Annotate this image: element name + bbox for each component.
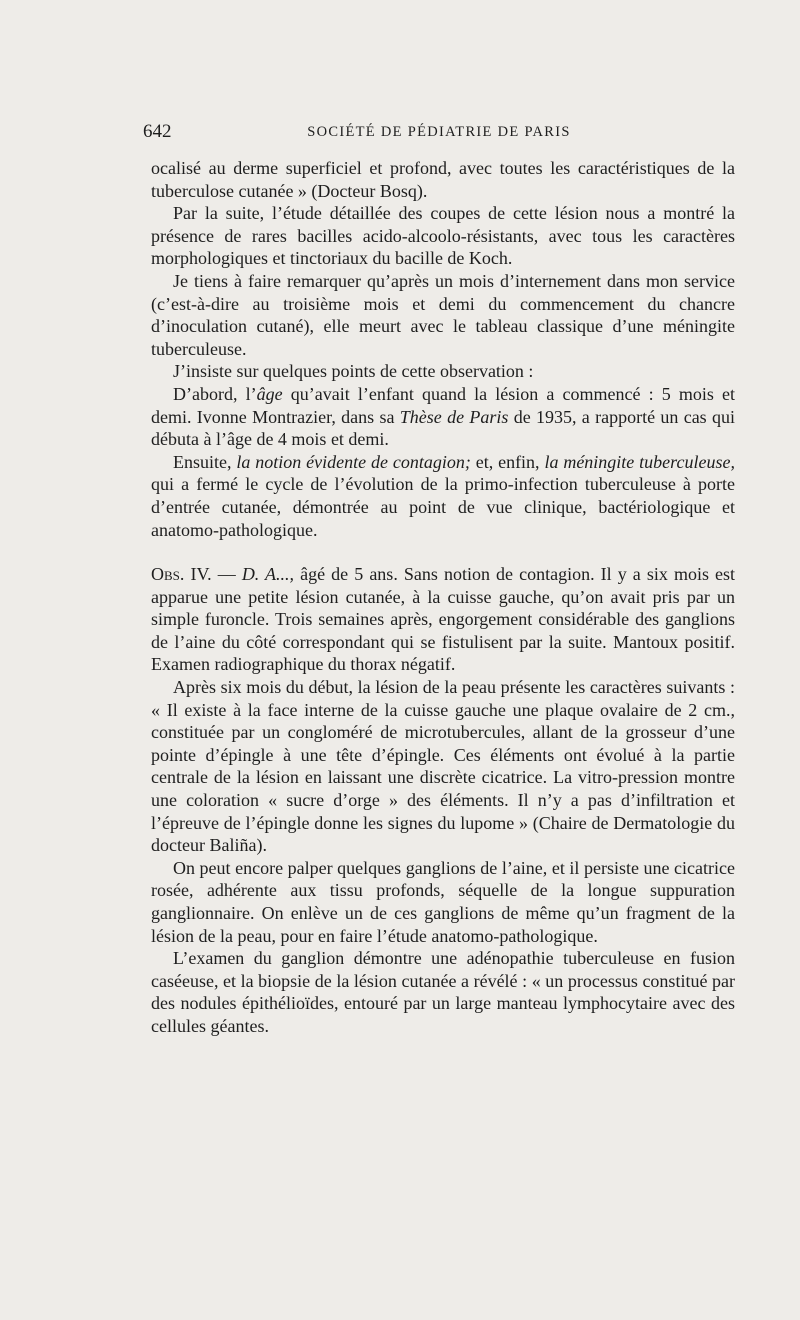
text-run: qu’avait l’enfant quand la lésion a commencé : 5 mois et demi. Ivonne Montrazier, dans sa (151, 383, 735, 427)
patient-initials: D. A..., (241, 564, 295, 585)
text-run: âgé de 5 ans. Sans notion de contagion. Il y a six mois est apparue une petite lésion cutanée, à la cuisse gauche, qu’on avait pris par un simple furoncle. Trois semaines après, engorgement considérable des ganglions de l’aine du côté correspondant qui se fistulisent par la suite. Mantoux positif. Examen radiographique du thorax négatif. (151, 564, 736, 675)
page-header (143, 120, 735, 144)
text-run: qui a fermé le cycle de l’évolution de la primo-infection tuberculeuse à porte d’entrée cutanée, démontrée au point de vue clinique, bactériologique et anatomo-pathologique. (151, 474, 735, 540)
text-run: D’abord, l’ (173, 383, 257, 404)
paragraph (151, 451, 735, 541)
paragraph: L’examen du ganglion démontre une adénopathie tuberculeuse en fusion caséeuse, et la biopsie de la lésion cutanée a révélé : « un processus constitué par des nodules épithélioïdes, entouré par un large manteau lymphocytaire avec des cellules géantes. (151, 948, 735, 1036)
italic-term: la méningite tuberculeuse, (544, 451, 735, 472)
page-number: 642 (143, 121, 172, 142)
paragraph: Par la suite, l’étude détaillée des coupes de cette lésion nous a montré la présence de rares bacilles acido-alcoolo-résistants, avec tous les caractères morphologiques et tinctoriaux du bacille de Koch. (151, 203, 735, 269)
paragraph: On peut encore palper quelques ganglions de l’aine, et il persiste une cicatrice rosée, adhérente aux tissu profonds, séquelle de la longue suppuration ganglionnaire. On enlève un de ces ganglions de même qu’un fragment de la lésion de la peau, pour en faire l’étude anatomo-pathologique. (151, 857, 735, 946)
paragraph (151, 383, 735, 451)
text-run: Ensuite, (173, 451, 237, 472)
paragraph: Je tiens à faire remarquer qu’après un mois d’internement dans mon service (c’est-à-dire au troisième mois et demi du commencement du chancre d’inoculation cutané), elle meurt avec le tableau classique d’une méningite tuberculeuse. (151, 270, 735, 359)
running-title: SOCIÉTÉ DE PÉDIATRIE DE PARIS (307, 124, 571, 140)
body-text (151, 157, 735, 1038)
paragraph: J’insiste sur quelques points de cette observation : (173, 361, 534, 382)
italic-term: la notion évidente de contagion; (236, 451, 471, 472)
paragraph: Après six mois du début, la lésion de la peau présente les caractères suivants : « Il existe à la face interne de la cuisse gauche une plaque ovalaire de 2 cm., constituée par un congloméré de microtubercules, allant de la grosseur d’une pointe d’épingle à une tête d’épingle. Ces éléments ont évolué à la partie centrale de la lésion en laissant une discrète cicatrice. La vitro-pression montre une coloration « sucre d’orge » des éléments. Il n’y a pas d’infiltration et l’épreuve de l’épingle donne les signes du lupome » (Chaire de Dermatologie du docteur Baliña). (151, 677, 735, 856)
paragraph: ocalisé au derme superficiel et profond, avec toutes les caractéristiques de la tuberculose cutanée » (Docteur Bosq). (151, 158, 735, 201)
observation-paragraph (151, 563, 735, 676)
italic-title: Thèse de Paris (399, 406, 509, 427)
italic-term: âge (256, 383, 283, 404)
text-run: de 1935, a rapporté un cas qui débuta à l’âge de 4 mois et demi. (151, 406, 735, 450)
observation-label: Obs. IV. (151, 564, 212, 585)
text-run: et, enfin, (470, 451, 545, 472)
text-run: — (211, 564, 242, 585)
